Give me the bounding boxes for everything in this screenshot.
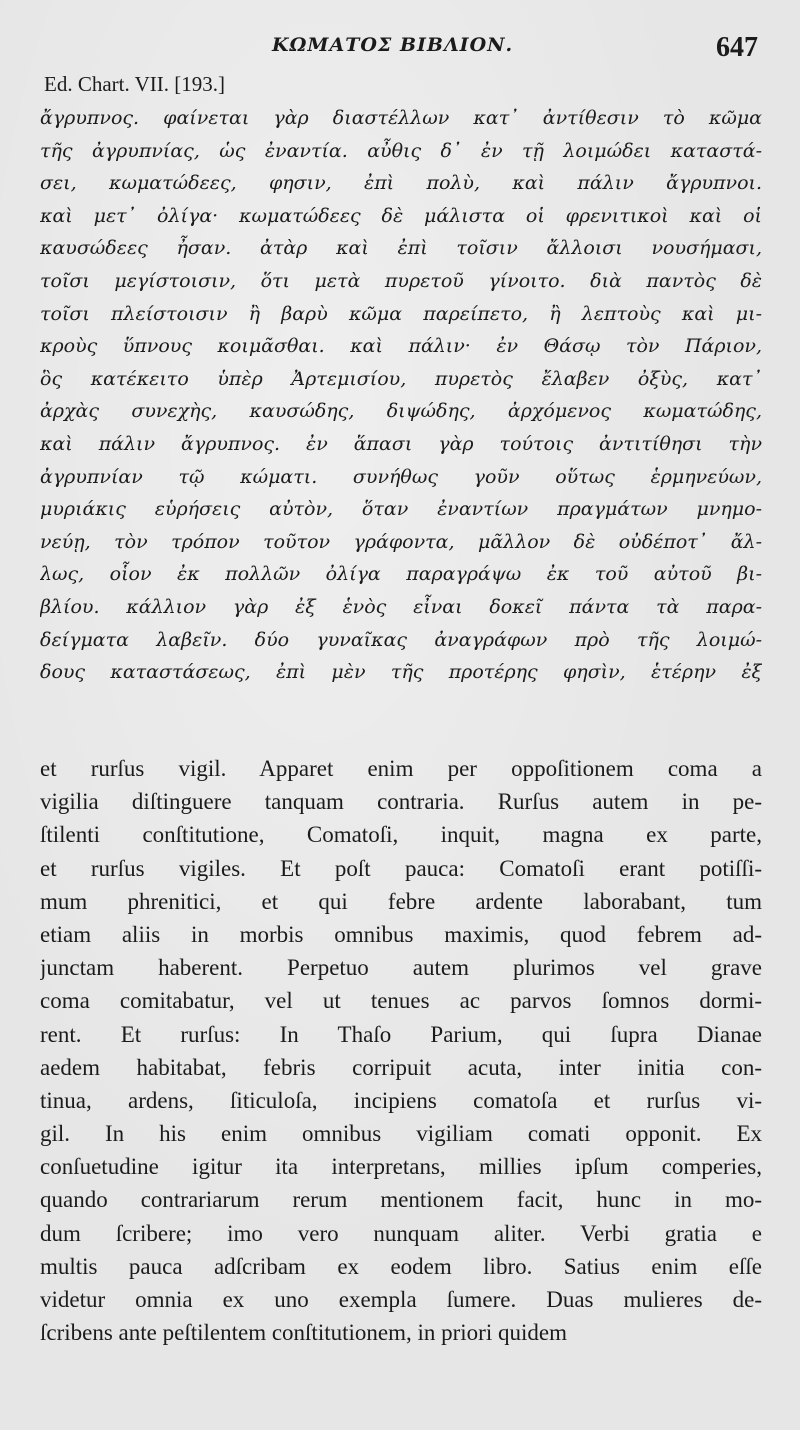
latin-line: rent. Et rurſus: In Thaſo Parium, qui ſupra Dianae bbox=[40, 1021, 762, 1047]
page-header bbox=[0, 34, 800, 64]
greek-line: καὶ πάλιν ἄγρυπνος. ἐν ἅπασι γὰρ τούτοις ἀντιτίθησι τὴν bbox=[40, 432, 762, 455]
greek-line: δους καταστάσεως, ἐπὶ μὲν τῆς προτέρης φησὶν, ἑτέρην ἐξ bbox=[40, 661, 762, 684]
latin-line: ſcribens ante peſtilentem conſtitutionem, in priori quidem bbox=[40, 1320, 567, 1346]
latin-line: et rurſus vigiles. Et poſt pauca: Comatoſi erant potiſſi- bbox=[40, 855, 762, 881]
greek-line: ἀγρυπνίαν τῷ κώματι. συνήθως γοῦν οὕτως ἑρμηνεύων, bbox=[40, 465, 762, 488]
greek-text-block bbox=[40, 102, 762, 689]
greek-line: καυσώδεες ἦσαν. ἀτὰρ καὶ ἐπὶ τοῖσιν ἄλλοισι νουσήμασι, bbox=[40, 237, 762, 260]
latin-line: coma comitabatur, vel ut tenues ac parvos ſomnos dormi- bbox=[40, 988, 762, 1014]
greek-line: μυριάκις εὑρήσεις αὐτὸν, ὅταν ἐναντίων πραγμάτων μνημο- bbox=[40, 498, 762, 521]
greek-line: λως, οἷον ἐκ πολλῶν ὀλίγα παραγράψω ἐκ τοῦ αὐτοῦ βι- bbox=[40, 563, 762, 586]
latin-line: vigilia diſtinguere tanquam contraria. Rurſus autem in pe- bbox=[40, 789, 762, 815]
edition-reference: Ed. Chart. VII. [193.] bbox=[44, 72, 225, 96]
greek-line: βλίου. κάλλιον γὰρ ἐξ ἑνὸς εἶναι δοκεῖ πάντα τὰ παρα- bbox=[40, 595, 762, 618]
running-title: ΚΩΜΑΤΟΣ ΒΙΒΛΙΟΝ. bbox=[272, 34, 514, 56]
latin-line: mum phrenitici, et qui febre ardente laborabant, tum bbox=[40, 888, 762, 914]
latin-line: quando contrariarum rerum mentionem facit, hunc in mo- bbox=[40, 1187, 762, 1213]
latin-line: multis pauca adſcribam ex eodem libro. Satius enim eſſe bbox=[40, 1253, 762, 1279]
page-number: 647 bbox=[716, 32, 758, 63]
latin-line: dum ſcribere; imo vero nunquam aliter. Verbi gratia e bbox=[40, 1220, 762, 1246]
greek-line: κροὺς ὕπνους κοιμᾶσθαι. καὶ πάλιν· ἐν Θάσῳ τὸν Πάριον, bbox=[40, 335, 762, 358]
latin-line: videtur omnia ex uno exempla ſumere. Duas mulieres de- bbox=[40, 1287, 762, 1312]
greek-line: καὶ μετ᾽ ὀλίγα· κωματώδεες δὲ μάλιστα οἱ φρενιτικοὶ καὶ οἱ bbox=[40, 204, 762, 227]
greek-line: ἄγρυπνος. φαίνεται γὰρ διαστέλλων κατ᾽ ἀντίθεσιν τὸ κῶμα bbox=[40, 107, 762, 129]
greek-line: ἀρχὰς συνεχὴς, καυσώδης, διψώδης, ἀρχόμενος κωματώδης, bbox=[40, 400, 762, 423]
latin-line: gil. In his enim omnibus vigiliam comati opponit. Ex bbox=[40, 1121, 762, 1147]
latin-line: etiam aliis in morbis omnibus maximis, quod febrem ad- bbox=[40, 921, 762, 947]
latin-line: ſtilenti conſtitutione, Comatoſi, inquit, magna ex parte, bbox=[40, 822, 762, 848]
greek-line: σει, κωματώδεες, φησιν, ἐπὶ πολὺ, καὶ πάλιν ἄγρυπνοι. bbox=[40, 172, 762, 195]
greek-line: τῆς ἀγρυπνίας, ὡς ἐναντία. αὖθις δ᾽ ἐν τῇ λοιμώδει καταστά- bbox=[40, 139, 762, 162]
greek-line: νεύῃ, τὸν τρόπον τοῦτον γράφοντα, μᾶλλον δὲ οὐδέποτ᾽ ἄλ- bbox=[40, 530, 762, 553]
latin-line: conſuetudine igitur ita interpretans, millies ipſum comperies, bbox=[40, 1154, 762, 1180]
latin-line: et rurſus vigil. Apparet enim per oppoſitionem coma a bbox=[40, 756, 762, 781]
greek-line: δείγματα λαβεῖν. δύο γυναῖκας ἀναγράφων πρὸ τῆς λοιμώ- bbox=[40, 628, 762, 651]
latin-line: tinua, ardens, ſiticuloſa, incipiens comatoſa et rurſus vi- bbox=[40, 1087, 762, 1113]
greek-line: τοῖσι μεγίστοισιν, ὅτι μετὰ πυρετοῦ γίνοιτο. διὰ παντὸς δὲ bbox=[40, 269, 762, 292]
latin-text-block bbox=[40, 752, 762, 1349]
greek-line: τοῖσι πλείστοισιν ἢ βαρὺ κῶμα παρείπετο, ἢ λεπτοὺς καὶ μι- bbox=[40, 302, 762, 325]
latin-line: aedem habitabat, febris corripuit acuta, inter initia con- bbox=[40, 1054, 762, 1080]
greek-line: ὃς κατέκειτο ὑπὲρ Ἀρτεμισίου, πυρετὸς ἔλαβεν ὀξὺς, κατ᾽ bbox=[40, 367, 762, 390]
latin-line: junctam haberent. Perpetuo autem plurimos vel grave bbox=[40, 955, 762, 981]
